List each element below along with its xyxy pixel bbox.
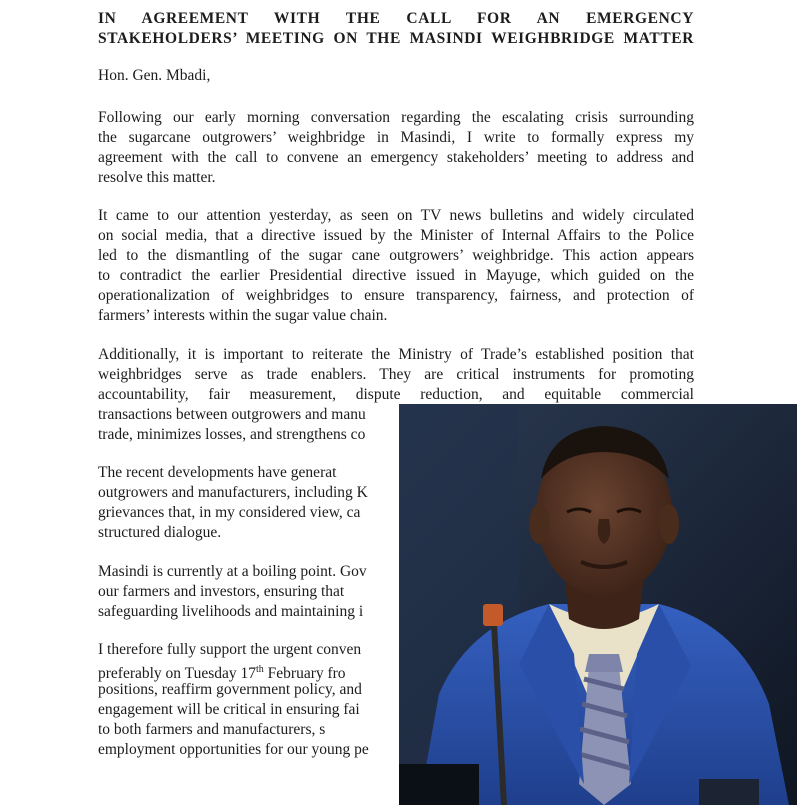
- paragraph-3-line: weighbridges serve as trade enablers. They are critical instruments for promoting: [98, 366, 694, 383]
- salutation: Hon. Gen. Mbadi,: [98, 67, 211, 84]
- paragraph-6-line: engagement will be critical in ensuring fai: [98, 701, 360, 718]
- paragraph-4-line: grievances that, in my considered view, ca: [98, 504, 361, 521]
- paragraph-2-line: on social media, that a directive issued by the Minister of Internal Affairs to the Police: [98, 227, 694, 244]
- paragraph-2-line: to contradict the earlier Presidential directive issued in Mayuge, which guided on the: [98, 267, 694, 284]
- paragraph-6-line: positions, reaffirm government policy, and: [98, 681, 362, 698]
- paragraph-1-line: Following our early morning conversation regarding the escalating crisis surrounding: [98, 109, 694, 126]
- paragraph-3-line: accountability, fair measurement, dispute reduction, and equitable commercial: [98, 386, 694, 403]
- official-photo-illustration: [399, 404, 797, 805]
- paragraph-4-line: outgrowers and manufacturers, including K: [98, 484, 368, 501]
- letter-title-line-2: STAKEHOLDERS’ MEETING ON THE MASINDI WEIGHBRIDGE MATTER: [98, 30, 694, 47]
- paragraph-3-line: trade, minimizes losses, and strengthens co: [98, 426, 366, 443]
- paragraph-1-line: agreement with the call to convene an emergency stakeholders’ meeting to address and: [98, 149, 694, 166]
- paragraph-2-line: led to the dismantling of the sugar cane outgrowers’ weighbridge. This action appears: [98, 247, 694, 264]
- paragraph-2-line: operationalization of weighbridges to ensure transparency, fairness, and protection of: [98, 287, 694, 304]
- paragraph-1-line: resolve this matter.: [98, 169, 216, 186]
- letter-title-line-1: IN AGREEMENT WITH THE CALL FOR AN EMERGENCY: [98, 10, 694, 27]
- paragraph-5-line: Masindi is currently at a boiling point. Gov: [98, 563, 367, 580]
- paragraph-2-line: farmers’ interests within the sugar value chain.: [98, 307, 388, 324]
- official-photo: [399, 404, 797, 805]
- paragraph-4-line: structured dialogue.: [98, 524, 222, 541]
- date-text-post: February fro: [263, 665, 346, 683]
- paragraph-6-line: I therefore fully support the urgent conven: [98, 641, 362, 658]
- date-superscript: th: [256, 664, 264, 675]
- paragraph-5-line: our farmers and investors, ensuring that: [98, 583, 345, 600]
- date-text-pre: preferably on Tuesday 17: [98, 665, 256, 683]
- paragraph-1-line: the sugarcane outgrowers’ weighbridge in Masindi, I write to formally express my: [98, 129, 694, 146]
- paragraph-6-line: employment opportunities for our young pe: [98, 741, 369, 758]
- paragraph-6-line: to both farmers and manufacturers, s: [98, 721, 326, 738]
- paragraph-4-line: The recent developments have generat: [98, 464, 337, 481]
- microphone-head: [483, 604, 503, 626]
- paragraph-3-line: Additionally, it is important to reiterate the Ministry of Trade’s established position that: [98, 346, 694, 363]
- paragraph-2-line: It came to our attention yesterday, as seen on TV news bulletins and widely circulated: [98, 207, 694, 224]
- paragraph-3-line: transactions between outgrowers and manu: [98, 406, 366, 423]
- paragraph-5-line: safeguarding livelihoods and maintaining i: [98, 603, 364, 620]
